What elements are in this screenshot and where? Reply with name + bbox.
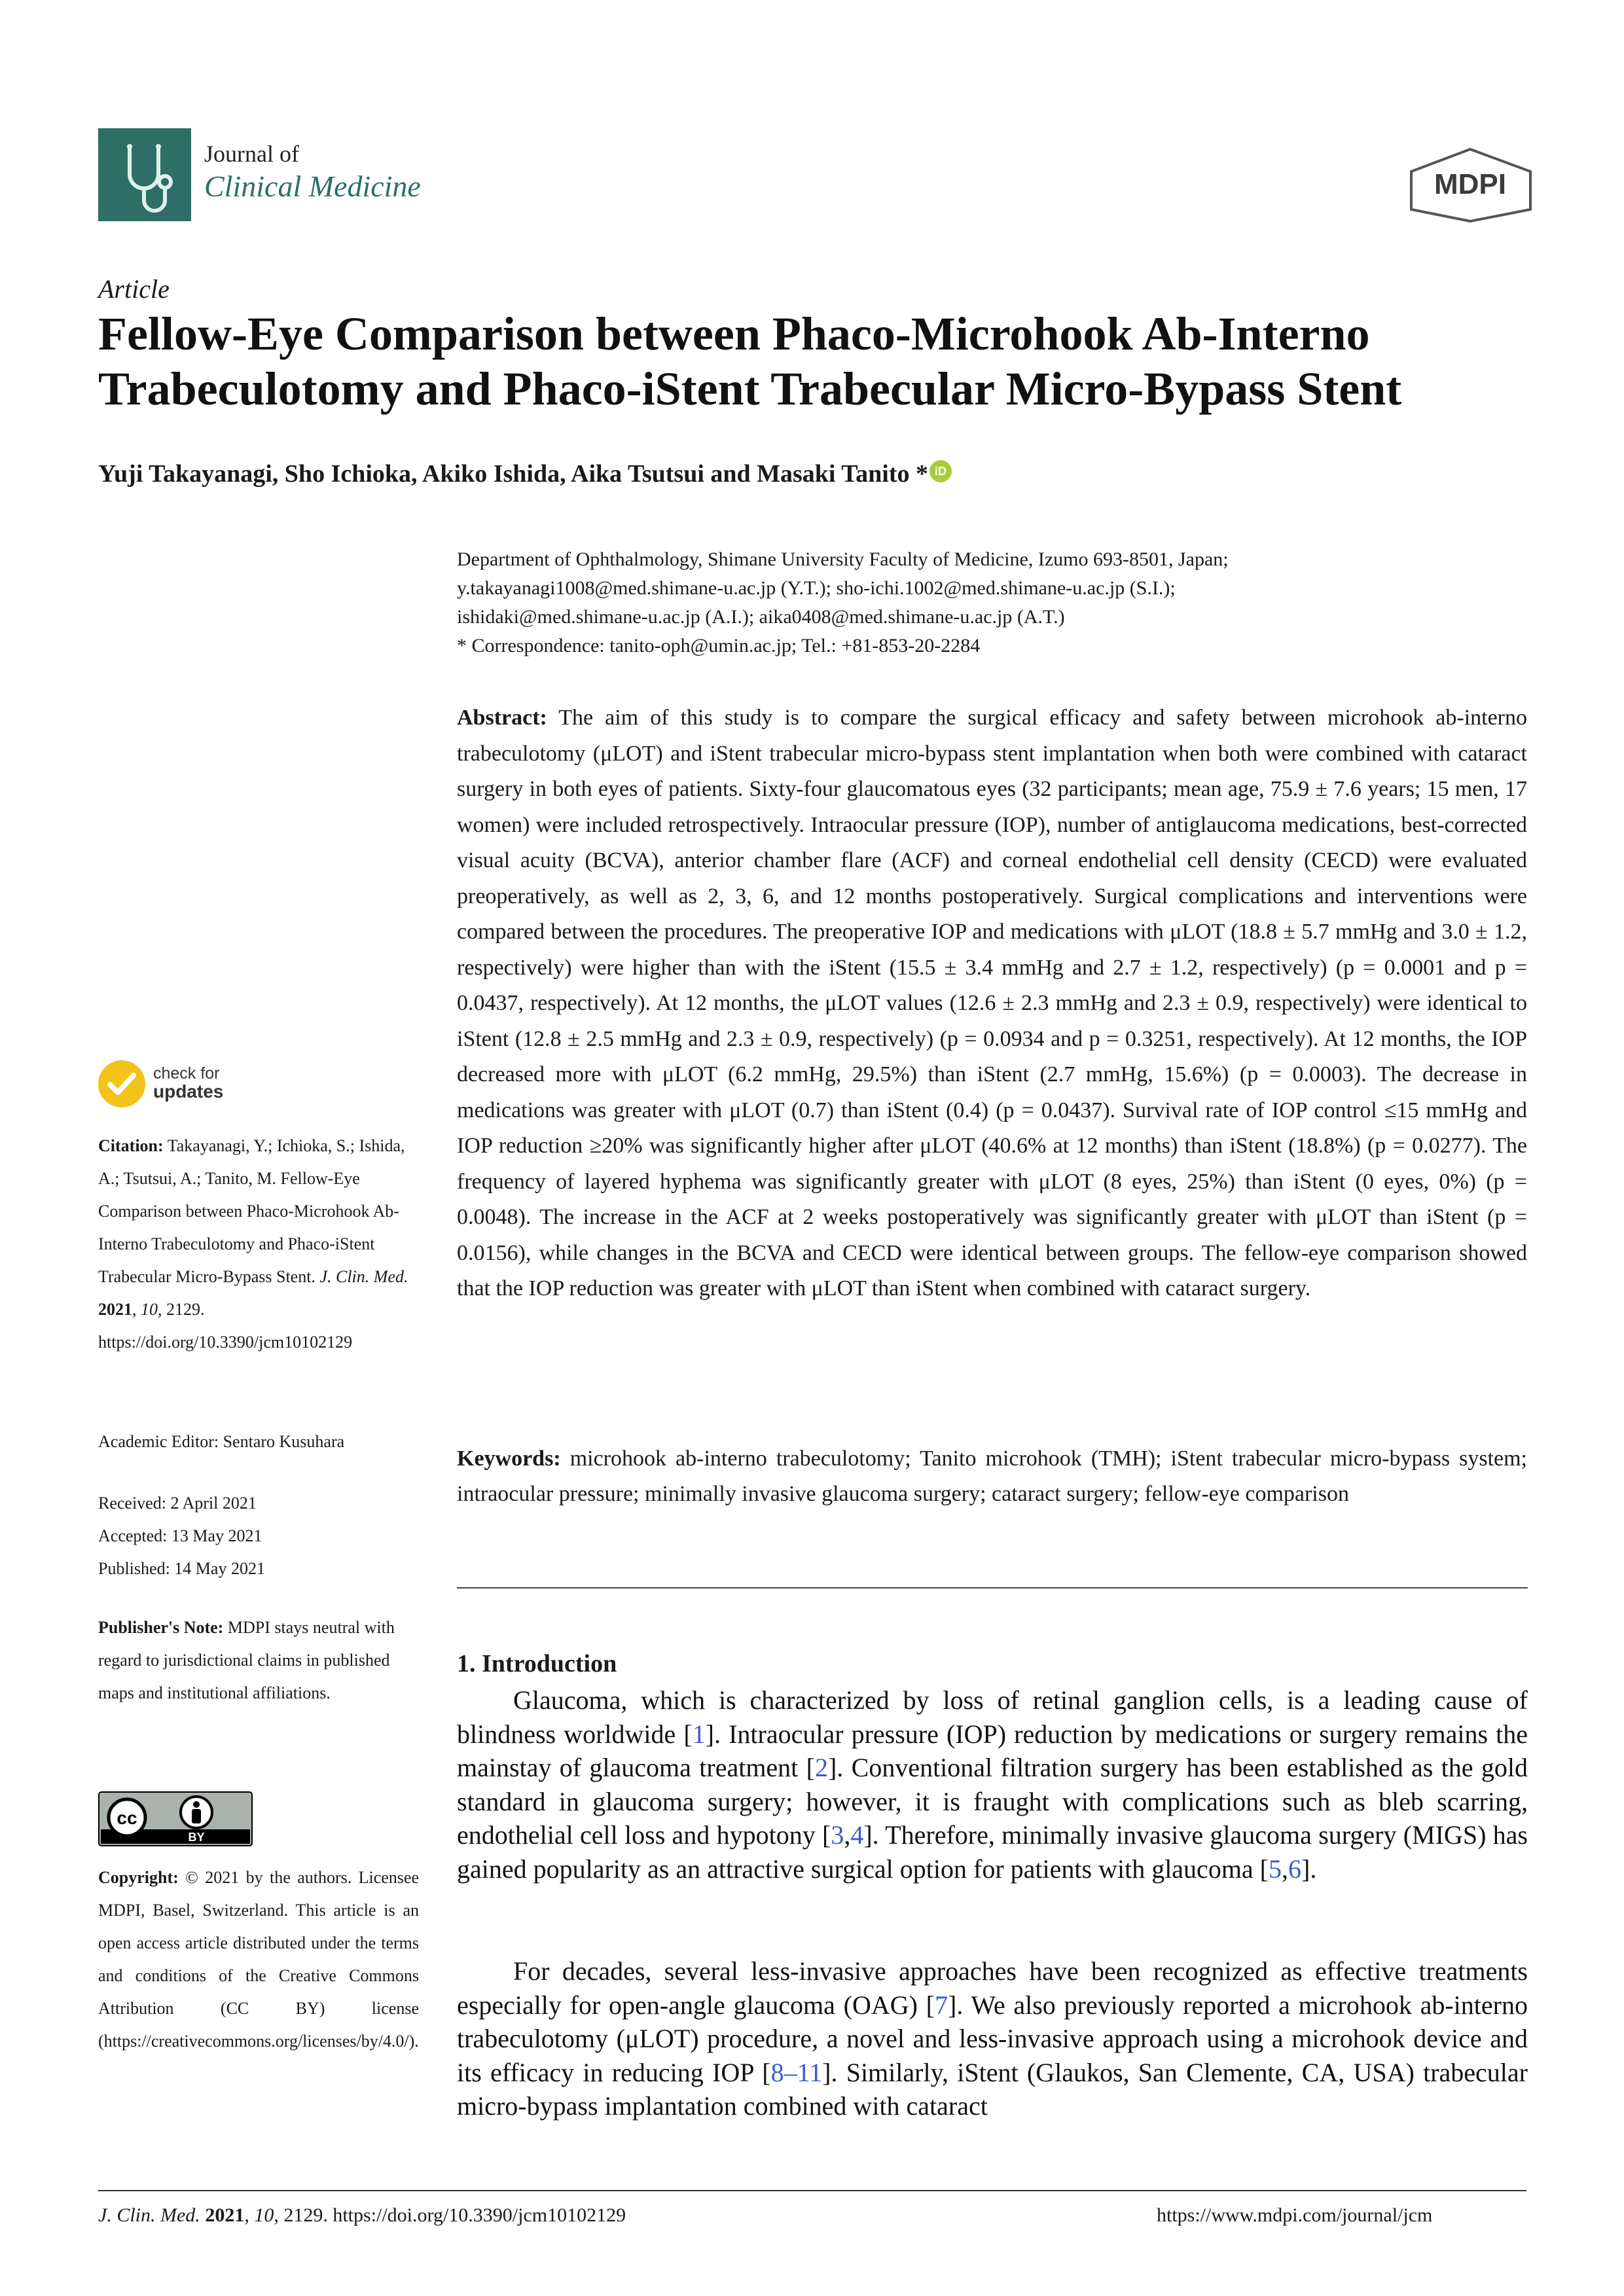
citation-link[interactable]: 5 (1269, 1854, 1282, 1884)
paragraph-text: Glaucoma, which is characterized by loss of retinal ganglion cells, is a leading cause of blindness worldwide [ (457, 1685, 1528, 1749)
mdpi-logo (1406, 147, 1534, 224)
journal-logo (98, 128, 191, 221)
paragraph-text: ]. We also previously reported a microhook ab-interno trabeculotomy (μLOT) procedure, a novel and less-invasive approach using a microhook device and its efficacy in reducing IOP [ (457, 1990, 1528, 2087)
article-title: Fellow-Eye Comparison between Phaco-Microhook Ab-Interno Trabeculotomy and Phaco-iStent Trabecular Micro-Bypass Stent (98, 308, 1402, 415)
received-date: Received: 2 April 2021 (98, 1494, 257, 1513)
publishers-note (98, 1611, 425, 1710)
citation-link[interactable]: 2 (814, 1753, 828, 1783)
citation-link[interactable]: 4 (850, 1820, 864, 1850)
keywords-text: microhook ab-interno trabeculotomy; Tanito microhook (TMH); iStent trabecular micro-bypass system; intraocular pressure; minimally invasive glaucoma surgery; cataract surgery; fellow-eye comparison (457, 1446, 1527, 1506)
citation-link[interactable]: 8–11 (770, 2057, 823, 2087)
copyright-label: Copyright: (98, 1868, 179, 1887)
publishers-note-label: Publisher's Note: (98, 1618, 224, 1637)
abstract-text: The aim of this study is to compare the surgical efficacy and safety between microhook ab-interno trabeculotomy (μLOT) and iStent trabecular micro-bypass stent implantation when both were combined with cataract surgery in both eyes of patients. Sixty-four glaucomatous eyes (32 participants; mean age, 75.9 ± 7.6 years; 15 men, 17 women) were included retrospectively. Intraocular pressure (IOP), number of antiglaucoma medications, best-corrected visual acuity (BCVA), anterior chamber flare (ACF) and corneal endothelial cell density (CECD) were evaluated preoperatively, as well as 2, 3, 6, and 12 months postoperatively. Surgical complications and interventions were compared between the procedures. The preoperative IOP and medications with μLOT (18.8 ± 5.7 mmHg and 3.0 ± 1.2, respectively) were higher than with the iStent (15.5 ± 3.4 mmHg and 2.7 ± 1.2, respectively) (p = 0.0001 and p = 0.0437, respectively). At 12 months, the μLOT values (12.6 ± 2.3 mmHg and 2.3 ± 0.9, respectively) were identical to iStent (12.8 ± 2.5 mmHg and 2.3 ± 0.9, respectively) (p = 0.0934 and p = 0.3251, respectively). At 12 months, the IOP decreased more with μLOT (6.2 mmHg, 29.5%) than iStent (2.7 mmHg, 15.6%) (p = 0.0003). The decrease in medications was greater with μLOT (0.7) than iStent (0.4) (p = 0.0437). Survival rate of IOP control ≤15 mmHg and IOP reduction ≥20% was significantly higher after μLOT (40.6% at 12 months) than iStent (18.8%) (p = 0.0277). The frequency of layered hyphema was significantly greater with μLOT (8 eyes, 25%) than iStent (0 eyes, 0%) (p = 0.0048). The increase in the ACF at 2 weeks postoperatively was significantly greater with μLOT than iStent (p = 0.0156), while changes in the BCVA and CECD were identical between groups. The fellow-eye comparison showed that the IOP reduction was greater with μLOT than iStent when combined with cataract surgery. (457, 706, 1528, 1300)
citation-link[interactable]: 6 (1288, 1854, 1301, 1884)
abstract-label: Abstract: (457, 706, 547, 730)
check-updates-line2: updates (153, 1081, 224, 1102)
paragraph-text: ]. Therefore, minimally invasive glaucoma surgery (MIGS) has gained popularity as an attractive surgical option for patients with glaucoma [ (457, 1820, 1528, 1884)
check-updates-line1: check for (153, 1064, 220, 1083)
cc-by-label: BY (188, 1831, 205, 1844)
citation-separator: , (844, 1820, 851, 1850)
affiliation-line: Department of Ophthalmology, Shimane University Faculty of Medicine, Izumo 693-8501, Japan; (457, 548, 1229, 570)
paragraph (457, 1954, 1528, 2123)
paragraph-text: ]. Similarly, iStent (Glaukos, San Clemente, CA, USA) trabecular micro-bypass implantation combined with cataract (457, 2057, 1528, 2121)
copyright-text: © 2021 by the authors. Licensee MDPI, Basel, Switzerland. This article is an open access article distributed under the terms and conditions of the Creative Commons Attribution (CC BY) license (https://creativecommons.org/licenses/by/4.0/). (98, 1868, 420, 2051)
divider (457, 1587, 1528, 1588)
citation-journal: J. Clin. Med. (319, 1267, 408, 1286)
publication-dates (98, 1487, 425, 1585)
affiliation-emails: ishidaki@med.shimane-u.ac.jp (A.I.); aika0408@med.shimane-u.ac.jp (A.T.) (457, 606, 1065, 628)
footer-journal-url[interactable]: https://www.mdpi.com/journal/jcm (1157, 2204, 1433, 2226)
article-type: Article (98, 274, 170, 304)
copyright (98, 1861, 419, 2058)
citation-link[interactable]: 7 (935, 1990, 948, 2020)
footer-journal: J. Clin. Med. (98, 2204, 200, 2226)
paragraph-text: ]. Conventional filtration surgery has been established as the gold standard in glaucoma surgery; however, it is fraught with complications such as bleb scarring, endothelial cell loss and hypotony [ (457, 1753, 1528, 1850)
keywords-label: Keywords: (457, 1446, 561, 1471)
section-heading: 1. Introduction (457, 1650, 617, 1677)
citation-label: Citation: (98, 1136, 164, 1155)
abstract (457, 700, 1527, 1307)
citation-link[interactable]: 3 (831, 1820, 844, 1850)
authors (98, 459, 952, 488)
accepted-date: Accepted: 13 May 2021 (98, 1526, 262, 1545)
check-icon (98, 1060, 145, 1107)
affiliation (457, 545, 1537, 660)
author-list: Yuji Takayanagi, Sho Ichioka, Akiko Ishida, Aika Tsutsui and Masaki Tanito * (98, 460, 929, 488)
affiliation-emails: y.takayanagi1008@med.shimane-u.ac.jp (Y.T.); sho-ichi.1002@med.shimane-u.ac.jp (S.I.); (457, 577, 1176, 599)
orcid-icon[interactable]: iD (929, 460, 952, 482)
publishers-note-text: MDPI stays neutral with regard to jurisdictional claims in published maps and institutional affiliations. (98, 1618, 395, 1702)
paragraph-text: For decades, several less-invasive approaches have been recognized as effective treatments especially for open-angle glaucoma (OAG) [ (457, 1956, 1528, 2020)
citation-doi[interactable]: , 2129. https://doi.org/10.3390/jcm10102129 (98, 1300, 353, 1352)
paragraph (457, 1683, 1528, 1886)
mdpi-wordmark: MDPI (1434, 168, 1506, 200)
academic-editor: Academic Editor: Sentaro Kusuhara (98, 1432, 345, 1451)
stethoscope-icon (98, 128, 191, 221)
footer-divider (98, 2190, 1526, 2191)
citation-separator: , (1282, 1854, 1288, 1884)
citation-volume: 10 (141, 1300, 158, 1319)
citation-link[interactable]: 1 (692, 1719, 706, 1749)
citation: Citation: Takayanagi, Y.; Ichioka, S.; Ishida, A.; Tsutsui, A.; Tanito, M. Fellow-Eye Comparison between Phaco-Microhook Ab-Interno Trabeculotomy and Phaco-iStent Trabecular Micro-Bypass Stent. J. Clin. Med. 2021, 10, 2129. https://doi.org/10.3390/jcm10102129 (98, 1136, 408, 1352)
published-date: Published: 14 May 2021 (98, 1559, 265, 1578)
journal-name-line2: Clinical Medicine (204, 170, 421, 203)
check-for-updates-badge[interactable] (98, 1060, 255, 1113)
footer-doi[interactable]: , 2129. https://doi.org/10.3390/jcm10102129 (274, 2204, 626, 2226)
journal-name-line1: Journal of (204, 141, 299, 167)
paragraph-text: ]. (1301, 1854, 1317, 1884)
paragraph-text: ]. Intraocular pressure (IOP) reduction by medications or surgery remains the mainstay of glaucoma treatment [ (457, 1719, 1528, 1783)
footer-volume: 10 (254, 2204, 274, 2226)
footer-year: 2021 (205, 2204, 245, 2226)
check-updates-label (153, 1064, 223, 1102)
footer-citation: J. Clin. Med. 2021, 10, 2129. https://doi.org/10.3390/jcm10102129 (98, 2204, 626, 2226)
citation-year: 2021 (98, 1300, 132, 1319)
cc-mark: cc (117, 1808, 137, 1828)
keywords (457, 1441, 1527, 1512)
correspondence: * Correspondence: tanito-oph@umin.ac.jp; Tel.: +81-853-20-2284 (457, 635, 981, 656)
citation-text: Takayanagi, Y.; Ichioka, S.; Ishida, A.; Tsutsui, A.; Tanito, M. Fellow-Eye Comparison between Phaco-Microhook Ab-Interno Trabeculotomy and Phaco-iStent Trabecular Micro-Bypass Stent. (98, 1136, 405, 1286)
cc-by-license-icon[interactable] (98, 1791, 253, 1846)
